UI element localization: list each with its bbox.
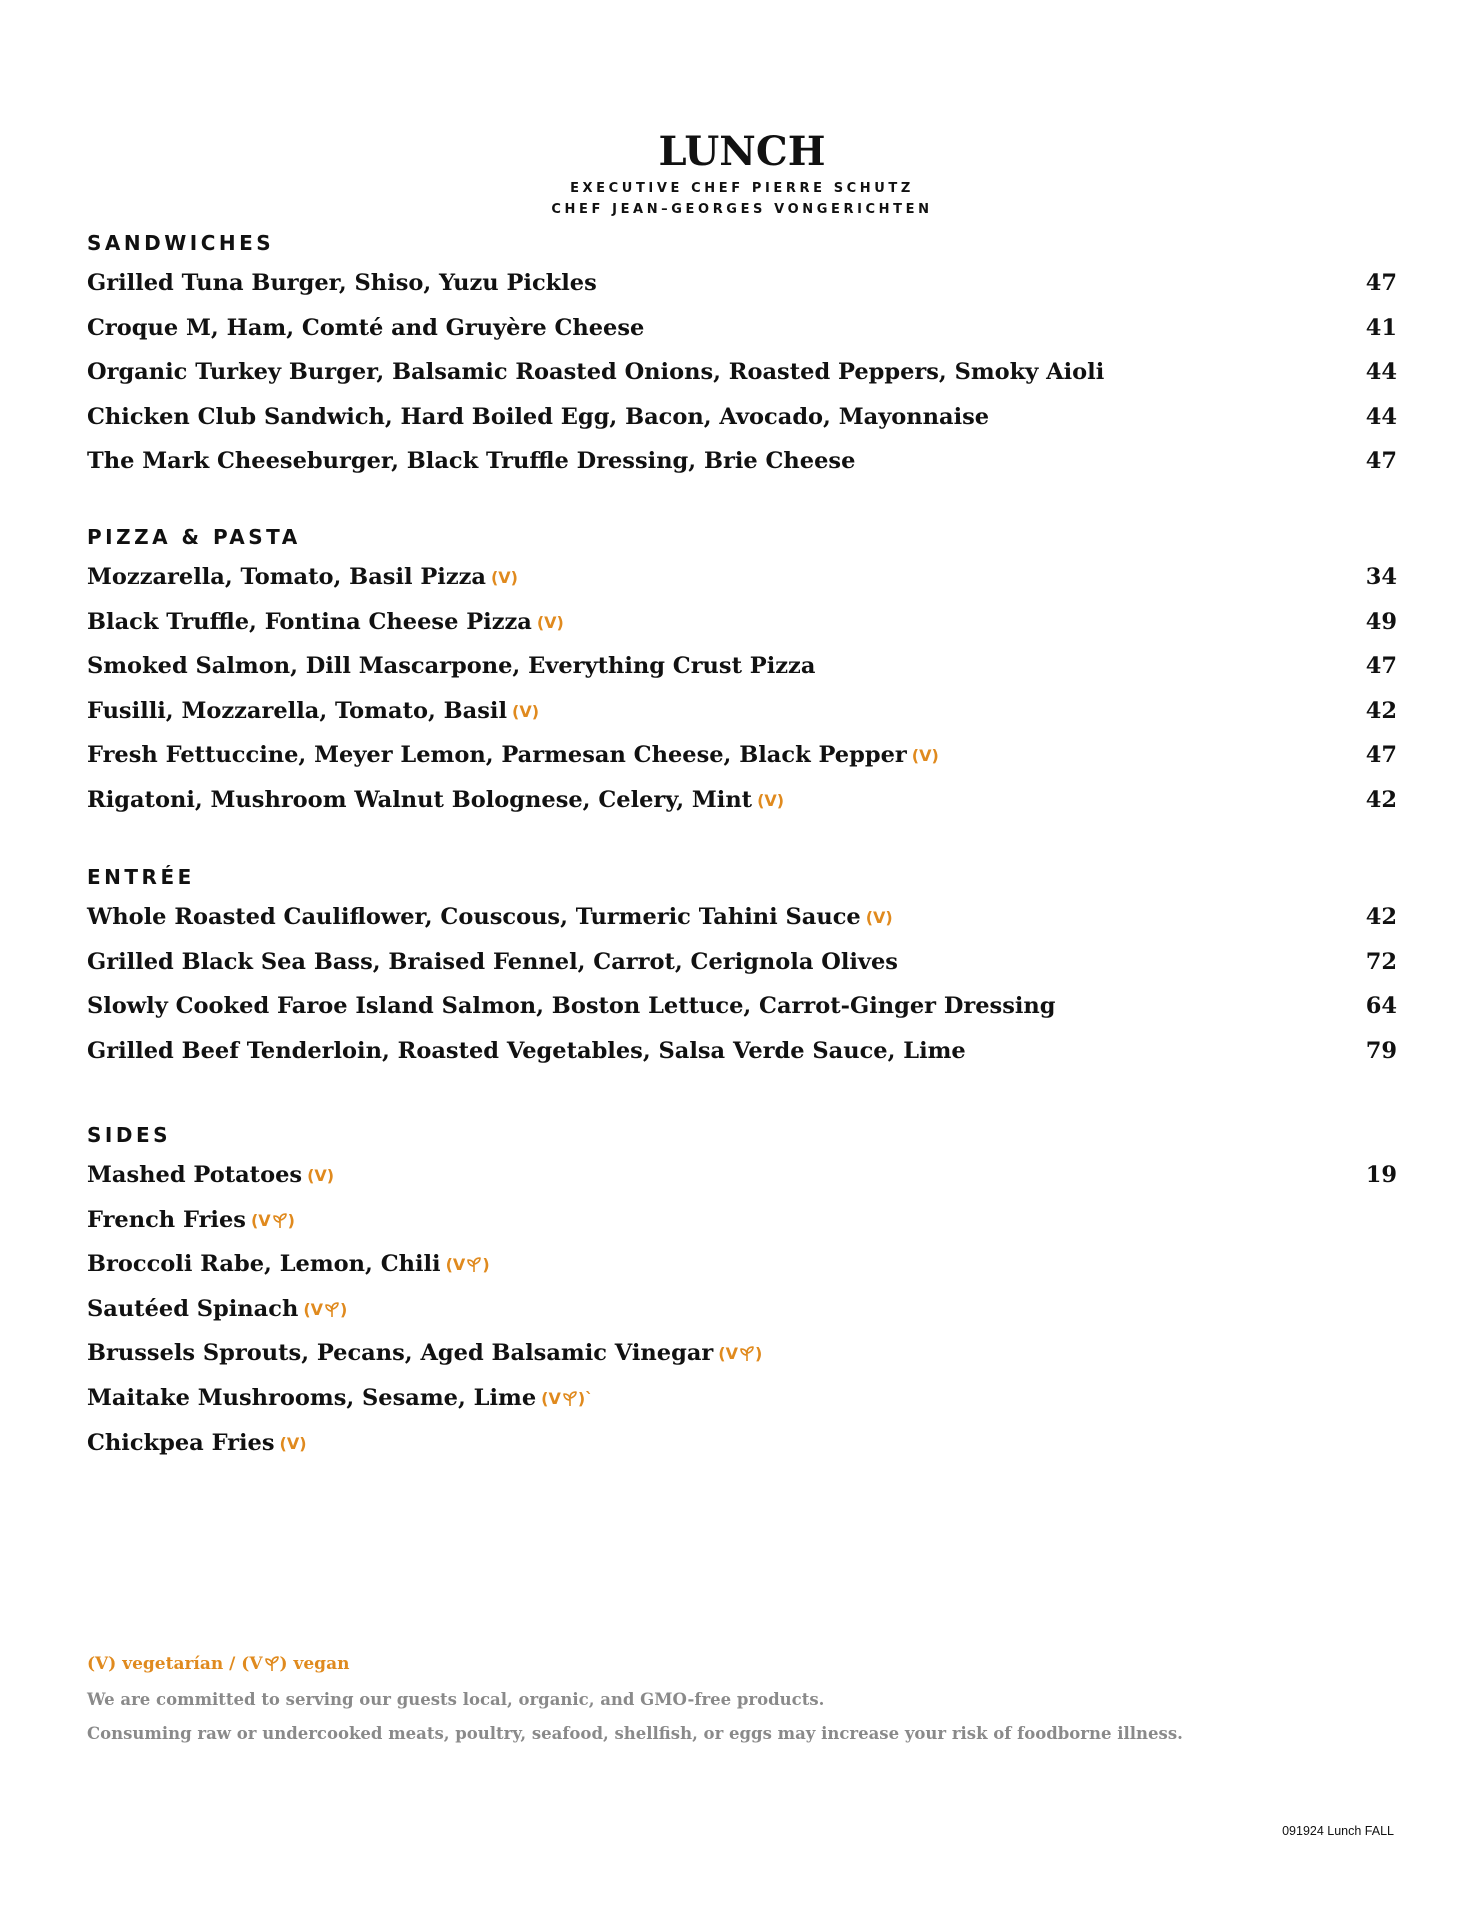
menu-item-name-wrap [87, 1205, 295, 1236]
legend-left: (V) vegetarían / (V [87, 1654, 263, 1674]
menu-item-name-wrap [87, 1294, 347, 1325]
menu-item-name-wrap [87, 991, 1056, 1021]
section-title: ENTRÉE [87, 865, 195, 889]
section-title: SANDWICHES [87, 231, 275, 255]
menu-item-name-wrap [87, 947, 898, 977]
menu-item-name: Chicken Club Sandwich, Hard Boiled Egg, Bacon, Avocado, Mayonnaise [87, 403, 990, 430]
menu-item-name-wrap [87, 696, 539, 727]
diet-tag-text: (V) [536, 612, 564, 632]
menu-item-price: 47 [1365, 270, 1397, 296]
vegan-leaf-icon [466, 1257, 482, 1273]
menu-item-name-wrap [87, 651, 815, 681]
vegan-leaf-icon [264, 1656, 280, 1672]
menu-item-name: Mozzarella, Tomato, Basil Pizza [87, 564, 486, 590]
menu-item-name: Maitake Mushrooms, Sesame, Lime [87, 1384, 537, 1411]
menu-item-name: Grilled Black Sea Bass, Braised Fennel, Carrot, Cerignola Olives [87, 948, 898, 975]
menu-item-name-wrap [87, 1249, 490, 1280]
vegan-tag [718, 1344, 762, 1363]
vegan-tag [541, 1389, 593, 1408]
menu-item-price: 41 [1365, 314, 1397, 341]
vegan-leaf-icon [324, 1302, 340, 1318]
vegetarian-tag [512, 702, 539, 721]
menu-item-name-wrap [87, 1160, 334, 1191]
menu-item-price: 34 [1365, 564, 1397, 590]
menu-item-name: Fusilli, Mozzarella, Tomato, Basil [87, 697, 507, 724]
menu-item-price: 64 [1365, 993, 1397, 1020]
diet-tag-text: (V [541, 1388, 561, 1408]
menu-item-name: Slowly Cooked Faroe Island Salmon, Boston Lettuce, Carrot-Ginger Dressing [87, 993, 1056, 1020]
menu-item-name-wrap [87, 740, 939, 771]
menu-item [87, 902, 1397, 947]
menu-item-name: Smoked Salmon, Dill Mascarpone, Everything Crust Pizza [87, 653, 816, 680]
menu-item [87, 696, 1397, 741]
menu-item-name: Black Truffle, Fontina Cheese Pizza [87, 608, 532, 635]
chef-line: CHEF JEAN–GEORGES VONGERICHTEN [551, 202, 933, 217]
menu-item-name: Croque M, Ham, Comté and Gruyère Cheese [87, 314, 645, 341]
menu-item-price: 42 [1365, 904, 1397, 930]
vegetarian-tag [280, 1434, 307, 1453]
menu-item [87, 1160, 1397, 1205]
diet-tag-text: (V) [279, 1433, 307, 1453]
menu-item-name-wrap [87, 1428, 307, 1459]
diet-tag-text: (V) [757, 790, 785, 810]
menu-item-name: Organic Turkey Burger, Balsamic Roasted Onions, Roasted Peppers, Smoky Aioli [87, 359, 1105, 386]
menu-item-name: Grilled Tuna Burger, Shiso, Yuzu Pickles [87, 270, 597, 296]
diet-tag-text: (V [250, 1210, 271, 1230]
menu-item [87, 651, 1397, 696]
menu-item [87, 1249, 1397, 1294]
diet-tag-end: ) [340, 1299, 348, 1319]
diet-tag-text: (V) [911, 746, 939, 766]
menu-item-name-wrap [87, 268, 597, 298]
diet-tag-text: (V [445, 1255, 466, 1275]
menu-item [87, 1383, 1397, 1428]
vegetarian-tag [757, 791, 784, 810]
menu-item-name: The Mark Cheeseburger, Black Truffle Dressing, Brie Cheese [87, 448, 856, 475]
vegan-leaf-icon [562, 1391, 578, 1407]
diet-tag-text: (V) [865, 908, 893, 927]
diet-tag-end: )` [577, 1388, 594, 1408]
menu-item-name-wrap [87, 313, 644, 343]
menu-item-price: 47 [1365, 742, 1397, 769]
menu-item [87, 991, 1397, 1036]
menu-item-name: Chickpea Fries [87, 1429, 275, 1456]
menu-item-price: 42 [1365, 697, 1397, 724]
menu-item [87, 446, 1397, 491]
section-title: PIZZA & PASTA [87, 525, 301, 549]
menu-item [87, 313, 1397, 358]
menu-item [87, 1205, 1397, 1250]
menu-item [87, 402, 1397, 447]
menu-section [87, 228, 1397, 491]
menu-item [87, 740, 1397, 785]
diet-tag-text: (V) [307, 1166, 335, 1185]
menu-item [87, 1428, 1397, 1473]
food-safety-note: Consuming raw or undercooked meats, poultry, seafood, shellfish, or eggs may increase your risk of foodborne illness. [87, 1724, 1183, 1743]
menu-item [87, 785, 1397, 830]
menu-item-name: Broccoli Rabe, Lemon, Chili [87, 1251, 441, 1278]
menu-item-name-wrap [87, 402, 989, 432]
menu-section [87, 1120, 1397, 1472]
menu-item-price: 19 [1365, 1162, 1397, 1188]
menu-item-name: Brussels Sprouts, Pecans, Aged Balsamic Vinegar [87, 1340, 714, 1367]
menu-item-name: Grilled Beef Tenderloin, Roasted Vegetables, Salsa Verde Sauce, Lime [87, 1037, 966, 1064]
section-title: SIDES [87, 1123, 172, 1147]
menu-item [87, 268, 1397, 313]
vegetarian-tag [866, 908, 893, 927]
menu-item-name: French Fries [87, 1206, 246, 1233]
menu-item-price: 42 [1365, 786, 1397, 813]
menu-item [87, 562, 1397, 607]
diet-tag-text: (V) [490, 568, 518, 587]
menu-item-price: 44 [1365, 403, 1397, 430]
menu-item [87, 607, 1397, 652]
menu-item-name-wrap [87, 902, 893, 933]
menu-item-name-wrap [87, 607, 564, 638]
diet-tag-end: ) [482, 1255, 490, 1275]
vegan-leaf-icon [272, 1213, 288, 1229]
menu-item-name-wrap [87, 1036, 966, 1066]
menu-item [87, 357, 1397, 402]
menu-item-name-wrap [87, 1383, 593, 1414]
legend-right: ) vegan [279, 1654, 350, 1674]
diet-tag-text: (V [303, 1299, 324, 1319]
diet-tag-text: (V [718, 1344, 738, 1364]
menu-item-price: 47 [1365, 448, 1397, 475]
menu-item-name-wrap [87, 785, 784, 816]
menu-item-price: 79 [1365, 1037, 1397, 1064]
menu-item-name-wrap [87, 446, 855, 476]
menu-item-name-wrap [87, 1338, 762, 1369]
menu-item [87, 1294, 1397, 1339]
vegetarian-tag [307, 1166, 334, 1185]
vegetarian-tag [537, 613, 564, 632]
menu-item-name: Mashed Potatoes [87, 1162, 303, 1188]
menu-item-name: Rigatoni, Mushroom Walnut Bolognese, Celery, Mint [87, 786, 753, 813]
vegan-leaf-icon [739, 1346, 755, 1362]
page-title: LUNCH [658, 128, 826, 175]
diet-tag-end: ) [754, 1344, 763, 1364]
menu-item-name: Fresh Fettuccine, Meyer Lemon, Parmesan Cheese, Black Pepper [87, 742, 907, 769]
diet-tag-end: ) [287, 1210, 295, 1230]
menu-section [87, 862, 1397, 1080]
menu-item [87, 947, 1397, 992]
vegan-tag [446, 1255, 490, 1274]
vegetarian-tag [912, 746, 939, 765]
vegetarian-tag [491, 568, 518, 587]
menu-item [87, 1036, 1397, 1081]
menu-item-price: 49 [1365, 608, 1397, 635]
menu-item-name: Sautéed Spinach [87, 1295, 299, 1322]
menu-item [87, 1338, 1397, 1383]
menu-item-price: 44 [1365, 359, 1397, 386]
menu-item-price: 72 [1365, 948, 1397, 975]
menu-item-price: 47 [1365, 653, 1397, 680]
vegan-tag [303, 1300, 347, 1319]
menu-item-name: Whole Roasted Cauliflower, Couscous, Turmeric Tahini Sauce [87, 904, 861, 930]
local-products-note: We are committed to serving our guests local, organic, and GMO-free products. [87, 1690, 825, 1709]
menu-code: 091924 Lunch FALL [1282, 1824, 1394, 1838]
menu-item-name-wrap [87, 562, 518, 593]
menu-section [87, 522, 1397, 830]
diet-tag-text: (V) [512, 701, 540, 721]
vegan-tag [251, 1211, 295, 1230]
menu-item-name-wrap [87, 357, 1104, 387]
executive-chef-line: EXECUTIVE CHEF PIERRE SCHUTZ [570, 181, 914, 196]
diet-legend [87, 1654, 349, 1674]
